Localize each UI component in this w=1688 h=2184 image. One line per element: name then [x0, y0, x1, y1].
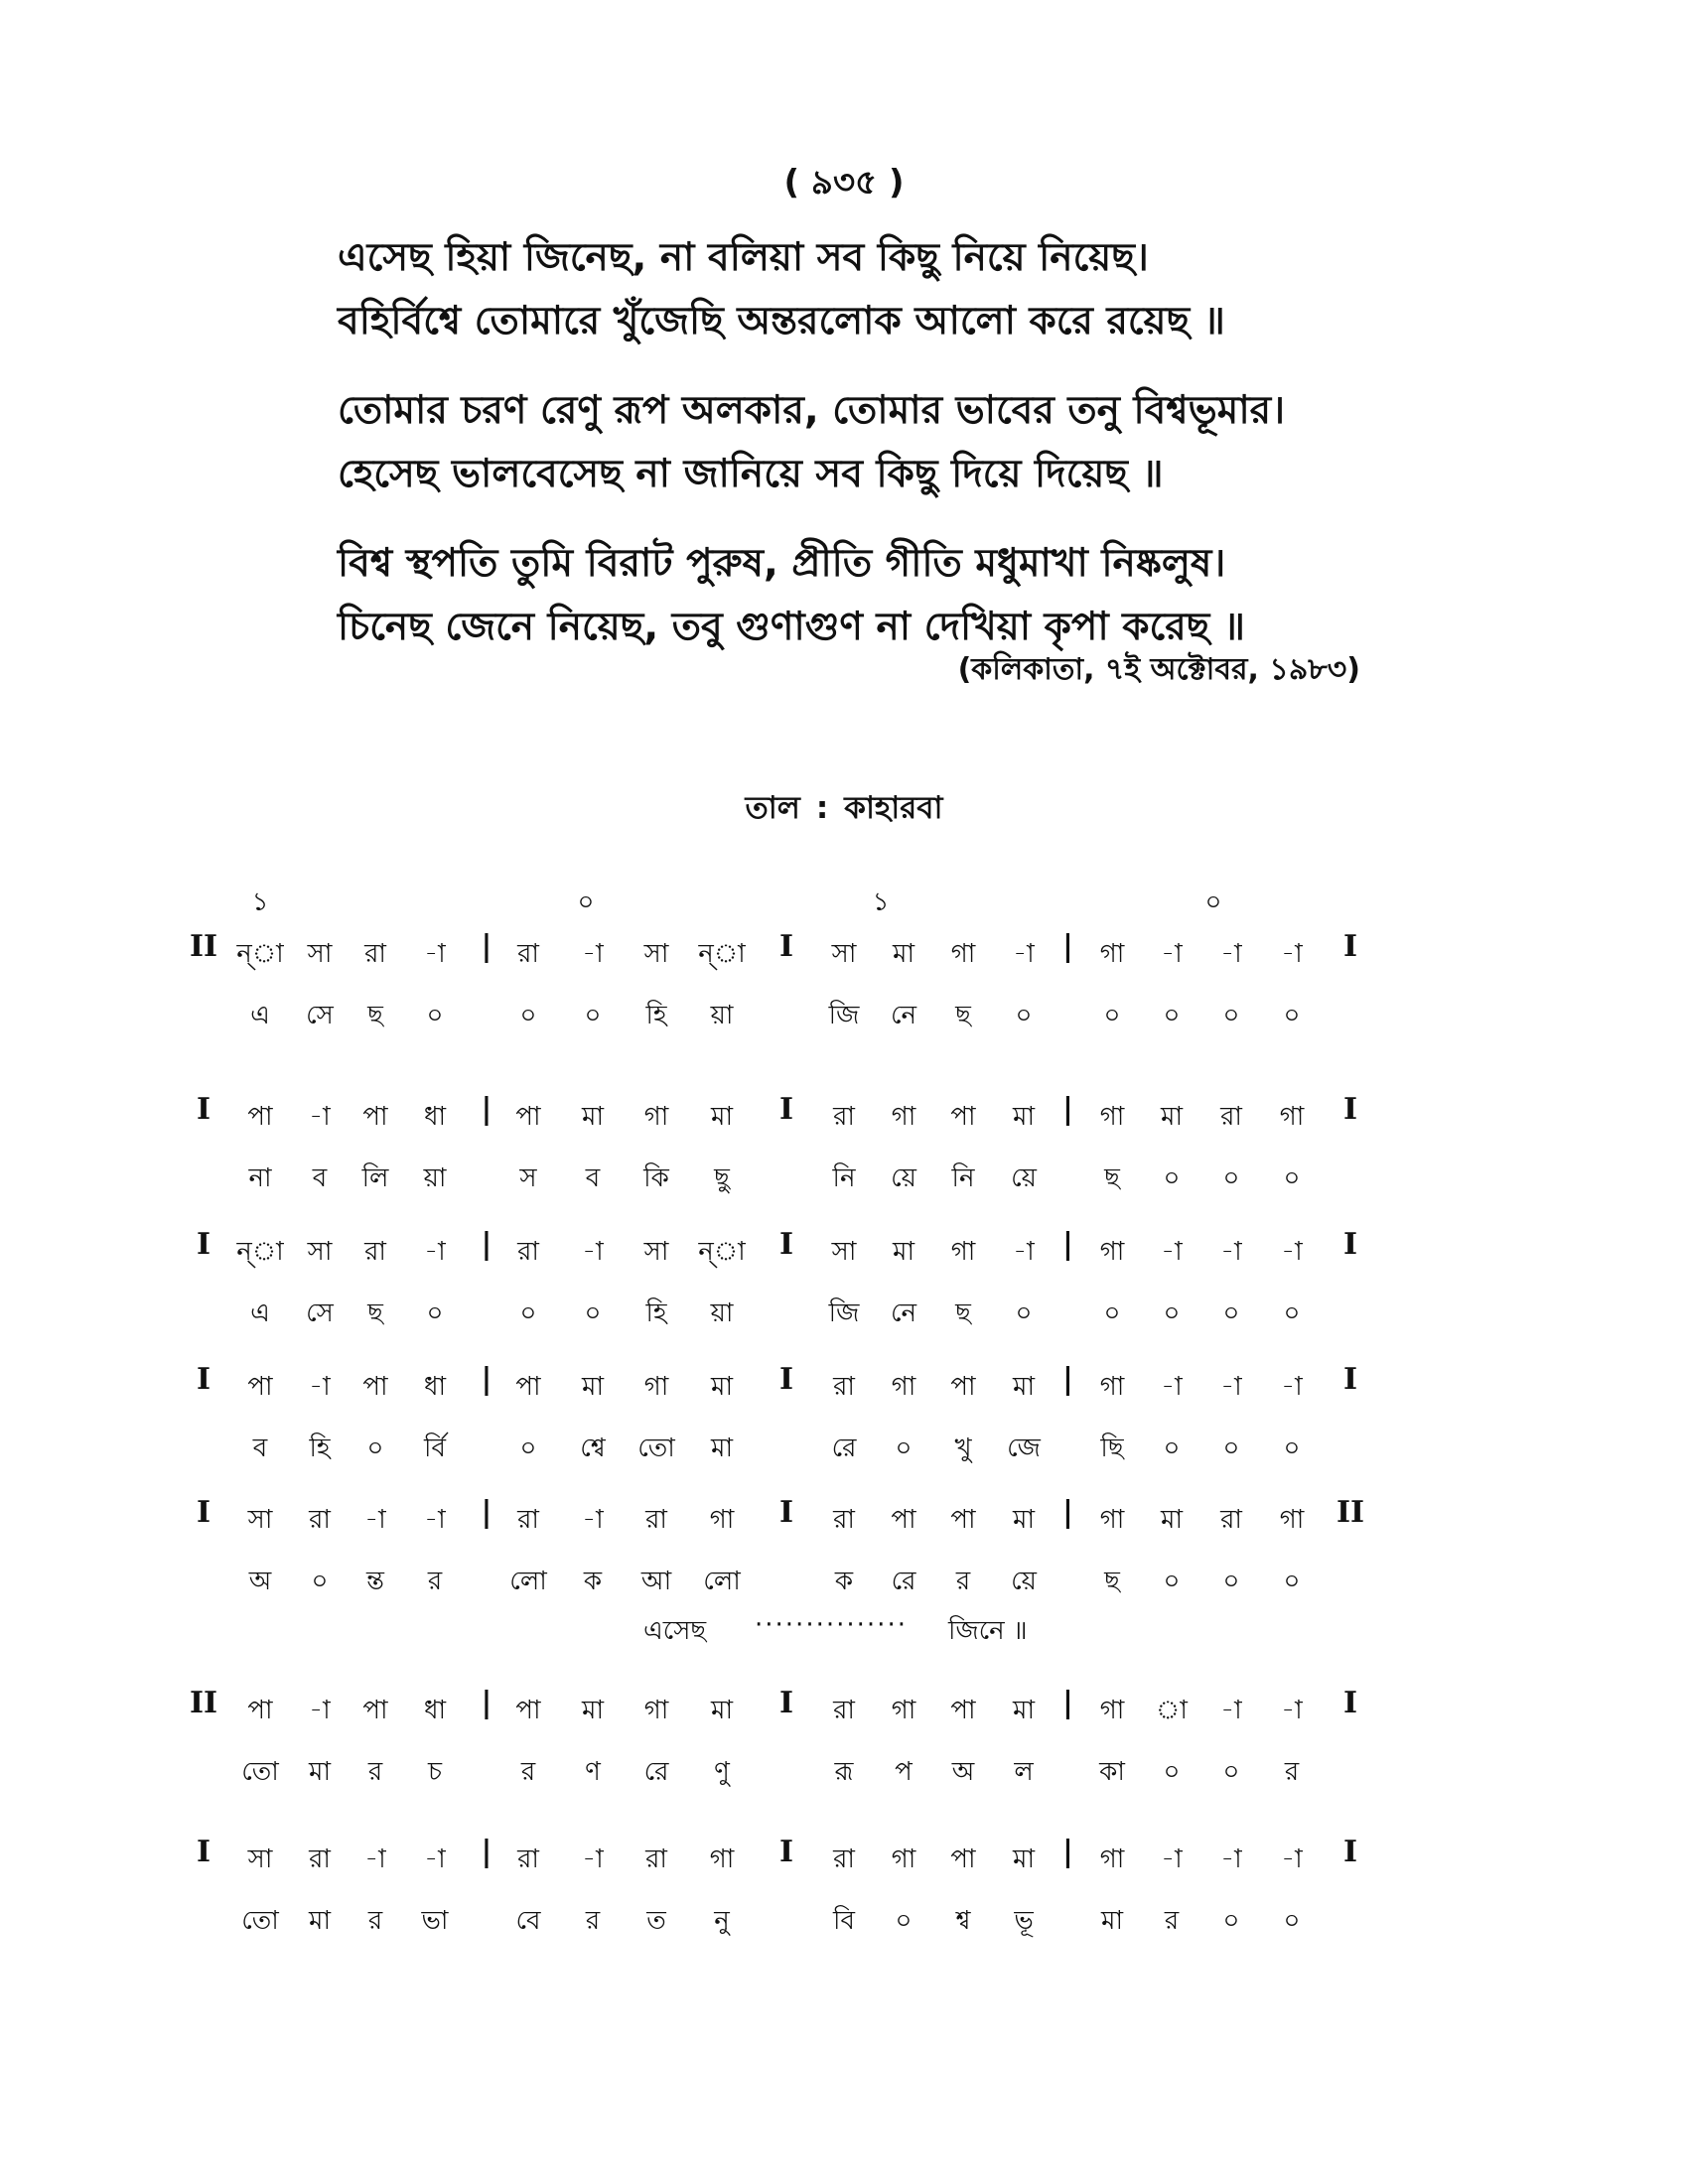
swara-note: ধা [423, 1372, 447, 1402]
swara-note: গা [1099, 1696, 1125, 1725]
lyric-syllable: তো [637, 1433, 675, 1463]
swara-note: -া [1161, 1372, 1183, 1402]
swara-note: সা [247, 1844, 273, 1874]
swara-note: মা [1161, 1505, 1183, 1535]
lyric-syllable: ০ [1163, 1001, 1181, 1030]
swara-note: রা [364, 1237, 386, 1267]
swara-note: পা [247, 1696, 273, 1725]
lyric-syllable: স [519, 1163, 537, 1193]
lyric-syllable: ০ [1222, 1298, 1240, 1328]
swara-note: -া [1220, 939, 1242, 969]
lyric-syllable: ০ [426, 1001, 444, 1030]
lyric-syllable: মা [309, 1906, 331, 1936]
swara-note: গা [950, 939, 976, 969]
swara-note: মা [582, 1102, 604, 1132]
bar-line: | [1062, 1686, 1073, 1720]
lyric-syllable: মা [309, 1757, 331, 1787]
bar-line: I [196, 1835, 211, 1869]
lyric-syllable: বি [833, 1906, 855, 1936]
lyric-syllable: ব [312, 1163, 328, 1193]
lyric-syllable: ত [646, 1906, 666, 1936]
swara-note: -া [582, 1844, 604, 1874]
swara-note: -া [1220, 1696, 1242, 1725]
lyric-syllable: ০ [519, 1298, 537, 1328]
tala-name: কাহারবা [844, 790, 943, 826]
poem-line: তোমার চরণ রেণু রূপ অলকার, তোমার ভাবের তনু বিশ্বভূমার। [338, 388, 1286, 433]
lyric-syllable: ণ [585, 1757, 601, 1787]
lyric-syllable: রূ [834, 1757, 854, 1787]
swara-note: রা [517, 939, 539, 969]
bar-line: | [1062, 1495, 1073, 1530]
poem-line: চিনেছ জেনে নিয়েছ, তবু গুণাগুণ না দেখিয়া কৃপা করেছ ॥ [338, 605, 1245, 649]
swara-note: ধা [423, 1102, 447, 1132]
lyric-syllable: য়ে [1011, 1163, 1037, 1193]
lyric-syllable: ণু [714, 1757, 730, 1787]
swara-note: রা [833, 1505, 855, 1535]
lyric-syllable: ব [585, 1163, 601, 1193]
bar-line: | [481, 1227, 492, 1262]
bar-line: I [1342, 1092, 1358, 1127]
bar-line: I [778, 1835, 794, 1869]
swara-note: মা [711, 1372, 733, 1402]
beat-mark: ০ [1204, 887, 1222, 917]
swara-note: গা [709, 1844, 735, 1874]
lyric-syllable: য়ে [891, 1163, 916, 1193]
swara-note: রা [1220, 1505, 1242, 1535]
lyric-syllable: ০ [1163, 1298, 1181, 1328]
lyric-syllable: শ্ব [955, 1906, 971, 1936]
swara-note: -া [424, 1844, 446, 1874]
lyric-syllable: ০ [895, 1906, 913, 1936]
swara-note: রা [309, 1505, 331, 1535]
bar-line: I [196, 1362, 211, 1397]
lyric-syllable: ০ [519, 1001, 537, 1030]
lyric-syllable: চ [427, 1757, 443, 1787]
lyric-syllable: না [248, 1163, 272, 1193]
swara-note: গা [891, 1372, 916, 1402]
swara-note: -া [1281, 939, 1303, 969]
lyric-syllable: তো [241, 1906, 279, 1936]
lyric-syllable: ০ [1103, 1001, 1121, 1030]
beat-mark: ০ [577, 887, 595, 917]
swara-note: মা [582, 1696, 604, 1725]
swara-note: মা [1013, 1102, 1035, 1132]
lyric-syllable: ছ [367, 1001, 383, 1030]
bar-line: I [196, 1227, 211, 1262]
swara-note: পা [515, 1696, 541, 1725]
lyric-syllable: ০ [584, 1001, 602, 1030]
lyric-syllable: য়া [710, 1001, 734, 1030]
swara-note: মা [893, 1237, 914, 1267]
lyric-syllable: ০ [895, 1433, 913, 1463]
bar-line: I [778, 1227, 794, 1262]
swara-note: মা [1013, 1696, 1035, 1725]
lyric-syllable: ন্ত [366, 1567, 384, 1596]
swara-note: -া [1161, 1844, 1183, 1874]
swara-note: গা [1099, 1844, 1125, 1874]
bar-line: | [1062, 1092, 1073, 1127]
swara-note: পা [362, 1696, 388, 1725]
swara-note: গা [1279, 1102, 1305, 1132]
swara-note: সা [307, 1237, 333, 1267]
lyric-syllable: ছ [367, 1298, 383, 1328]
swara-note: পা [950, 1372, 976, 1402]
swara-note: -া [1281, 1844, 1303, 1874]
tala-label: তাল [745, 790, 800, 826]
swara-note: -া [582, 1237, 604, 1267]
lyric-syllable: ০ [1163, 1567, 1181, 1596]
bar-line: II [189, 1686, 218, 1720]
swara-note: পা [515, 1372, 541, 1402]
swara-note: -া [1161, 939, 1183, 969]
lyric-syllable: ল [1014, 1757, 1034, 1787]
swara-note: গা [1279, 1505, 1305, 1535]
swara-note: -া [424, 1505, 446, 1535]
lyric-syllable: র [955, 1567, 971, 1596]
swara-note: গা [643, 1102, 669, 1132]
lyric-syllable: ০ [366, 1433, 384, 1463]
swara-note: -া [1281, 1696, 1303, 1725]
lyric-syllable: য়া [710, 1298, 734, 1328]
bar-line: | [481, 929, 492, 964]
swara-note: পা [515, 1102, 541, 1132]
lyric-syllable: র [1164, 1906, 1180, 1936]
swara-note: মা [1013, 1505, 1035, 1535]
swara-note: -া [1281, 1372, 1303, 1402]
lyric-syllable: ০ [1283, 1163, 1301, 1193]
lyric-syllable: জি [828, 1298, 860, 1328]
swara-note: রা [833, 1372, 855, 1402]
lyric-syllable: অ [248, 1567, 272, 1596]
bar-line: I [1342, 1227, 1358, 1262]
lyric-syllable: ক [583, 1567, 603, 1596]
bar-line: | [481, 1686, 492, 1720]
lyric-syllable: ০ [311, 1567, 329, 1596]
beat-mark: ১ [872, 887, 890, 917]
swara-note: পা [362, 1372, 388, 1402]
bar-line: | [1062, 1835, 1073, 1869]
lyric-syllable: রে [643, 1757, 669, 1787]
lyric-syllable: রে [831, 1433, 857, 1463]
lyric-syllable: কা [1099, 1757, 1125, 1787]
swara-note: পা [950, 1505, 976, 1535]
swara-note: -া [1161, 1237, 1183, 1267]
lyric-syllable: ভূ [1014, 1906, 1034, 1936]
swara-note: রা [1220, 1102, 1242, 1132]
bar-line: II [189, 929, 218, 964]
swara-note: ধা [423, 1696, 447, 1725]
bar-line: | [1062, 929, 1073, 964]
swara-note: গা [891, 1102, 916, 1132]
lyric-syllable: ছ [955, 1298, 971, 1328]
swara-note: -া [1220, 1237, 1242, 1267]
swara-note: ন্‌া [236, 1237, 284, 1267]
swara-note: -া [309, 1102, 331, 1132]
lyric-syllable: ছ [1104, 1163, 1120, 1193]
swara-note: গা [1099, 1102, 1125, 1132]
swara-note: মা [1013, 1372, 1035, 1402]
lyric-syllable: ০ [1283, 1298, 1301, 1328]
lyric-syllable: খু [954, 1433, 972, 1463]
swara-note: রা [833, 1844, 855, 1874]
swara-note: পা [247, 1372, 273, 1402]
swara-note: -া [1220, 1372, 1242, 1402]
swara-note: রা [645, 1505, 667, 1535]
lyric-syllable: ছি [1100, 1433, 1124, 1463]
lyric-syllable: ০ [1283, 1433, 1301, 1463]
swara-note: রা [833, 1102, 855, 1132]
lyric-syllable: সে [306, 1298, 334, 1328]
refrain-dots: ··············· [755, 1610, 908, 1640]
lyric-syllable: ০ [1222, 1906, 1240, 1936]
lyric-syllable: ০ [1163, 1757, 1181, 1787]
lyric-syllable: ০ [519, 1433, 537, 1463]
lyric-syllable: লো [703, 1567, 741, 1596]
swara-note: -া [424, 939, 446, 969]
swara-note: সা [831, 1237, 857, 1267]
swara-note: রা [364, 939, 386, 969]
swara-note: সা [831, 939, 857, 969]
lyric-syllable: হি [645, 1298, 667, 1328]
lyric-syllable: য়ে [1011, 1567, 1037, 1596]
swara-note: গা [1099, 1505, 1125, 1535]
swara-note: সা [247, 1505, 273, 1535]
bar-line: I [778, 1092, 794, 1127]
lyric-syllable: নে [890, 1298, 917, 1328]
bar-line: I [196, 1092, 211, 1127]
swara-note: রা [517, 1844, 539, 1874]
swara-note: গা [709, 1505, 735, 1535]
lyric-syllable: ০ [1222, 1163, 1240, 1193]
bar-line: | [1062, 1227, 1073, 1262]
swara-note: পা [950, 1696, 976, 1725]
lyric-syllable: রে [891, 1567, 916, 1596]
swara-note: রা [645, 1844, 667, 1874]
swara-note: -া [1013, 1237, 1035, 1267]
beat-mark: ১ [251, 887, 269, 917]
swara-note: গা [1099, 1372, 1125, 1402]
swara-note: -া [582, 939, 604, 969]
lyric-syllable: ০ [584, 1298, 602, 1328]
lyric-syllable: ছ [1104, 1567, 1120, 1596]
swara-note: ন্‌া [236, 939, 284, 969]
lyric-syllable: কি [643, 1163, 669, 1193]
swara-note: মা [711, 1696, 733, 1725]
bar-line: | [1062, 1362, 1073, 1397]
swara-note: রা [517, 1237, 539, 1267]
lyric-syllable: এ [250, 1001, 270, 1030]
lyric-syllable: ০ [1222, 1001, 1240, 1030]
swara-note: গা [643, 1372, 669, 1402]
bar-line: I [1342, 1362, 1358, 1397]
poem-line: বিশ্ব স্থপতি তুমি বিরাট পুরুষ, প্রীতি গীতি মধুমাখা নিষ্কলুষ। [338, 541, 1226, 586]
poem-line: এসেছ হিয়া জিনেছ, না বলিয়া সব কিছু নিয়ে নিয়েছ। [338, 235, 1149, 280]
swara-note: গা [1099, 939, 1125, 969]
swara-note: সা [307, 939, 333, 969]
swara-note: -া [424, 1237, 446, 1267]
swara-note: মা [893, 939, 914, 969]
lyric-syllable: তো [241, 1757, 279, 1787]
lyric-syllable: হি [645, 1001, 667, 1030]
lyric-syllable: র [1284, 1757, 1300, 1787]
swara-note: ন্‌া [698, 1237, 746, 1267]
lyric-syllable: র [367, 1906, 383, 1936]
lyric-syllable: ব [252, 1433, 268, 1463]
lyric-syllable: ০ [1222, 1757, 1240, 1787]
swara-note: পা [950, 1844, 976, 1874]
lyric-syllable: ০ [1283, 1001, 1301, 1030]
bar-line: II [1336, 1495, 1365, 1530]
lyric-syllable: ভা [421, 1906, 449, 1936]
bar-line: I [196, 1495, 211, 1530]
lyric-syllable: ছু [714, 1163, 730, 1193]
lyric-syllable: নু [714, 1906, 730, 1936]
lyric-syllable: র [367, 1757, 383, 1787]
lyric-syllable: জি [828, 1001, 860, 1030]
bar-line: | [481, 1362, 492, 1397]
lyric-syllable: র [427, 1567, 443, 1596]
swara-note: সা [643, 1237, 669, 1267]
swara-note: গা [1099, 1237, 1125, 1267]
swara-note: মা [1161, 1102, 1183, 1132]
lyric-syllable: নি [951, 1163, 975, 1193]
poem-line: বহির্বিশ্বে তোমারে খুঁজেছি অন্তরলোক আলো করে রয়েছ ॥ [338, 299, 1225, 343]
swara-note: -া [364, 1505, 386, 1535]
lyric-syllable: প [895, 1757, 913, 1787]
swara-note: া [1156, 1696, 1188, 1725]
lyric-syllable: সে [306, 1001, 334, 1030]
swara-note: মা [711, 1102, 733, 1132]
bar-line: I [1342, 1835, 1358, 1869]
swara-note: ন্‌া [698, 939, 746, 969]
lyric-syllable: ০ [1103, 1298, 1121, 1328]
bar-line: | [481, 1835, 492, 1869]
lyric-syllable: হি [309, 1433, 331, 1463]
lyric-syllable: ০ [1283, 1567, 1301, 1596]
lyric-syllable: ০ [1015, 1001, 1033, 1030]
lyric-syllable: ক [834, 1567, 854, 1596]
swara-note: মা [582, 1372, 604, 1402]
lyric-syllable: এ [250, 1298, 270, 1328]
swara-note: পা [891, 1505, 916, 1535]
lyric-syllable: ০ [1163, 1163, 1181, 1193]
bar-line: I [1342, 1686, 1358, 1720]
lyric-syllable: র [520, 1757, 536, 1787]
swara-note: রা [309, 1844, 331, 1874]
swara-note: গা [643, 1696, 669, 1725]
lyric-syllable: ০ [1163, 1433, 1181, 1463]
page-number: ( ৯৩৫ ) [783, 163, 905, 203]
swara-note: রা [517, 1505, 539, 1535]
tala-separator: : [815, 790, 829, 826]
refrain-end: জিনে ॥ [948, 1616, 1028, 1646]
lyric-syllable: ০ [1222, 1567, 1240, 1596]
swara-note: -া [364, 1844, 386, 1874]
lyric-syllable: মা [1101, 1906, 1123, 1936]
bar-line: I [778, 1362, 794, 1397]
swara-note: -া [309, 1372, 331, 1402]
swara-note: পা [247, 1102, 273, 1132]
lyric-syllable: র [585, 1906, 601, 1936]
refrain-start: এসেছ [643, 1616, 707, 1646]
lyric-syllable: ০ [1222, 1433, 1240, 1463]
lyric-syllable: ০ [1283, 1906, 1301, 1936]
lyric-syllable: ০ [426, 1298, 444, 1328]
swara-note: পা [362, 1102, 388, 1132]
bar-line: I [778, 1686, 794, 1720]
swara-note: মা [1013, 1844, 1035, 1874]
lyric-syllable: জে [1007, 1433, 1041, 1463]
lyric-syllable: ০ [1015, 1298, 1033, 1328]
lyric-syllable: নি [832, 1163, 856, 1193]
swara-note: -া [1281, 1237, 1303, 1267]
swara-note: গা [891, 1844, 916, 1874]
lyric-syllable: য়া [423, 1163, 447, 1193]
swara-note: গা [950, 1237, 976, 1267]
bar-line: | [481, 1092, 492, 1127]
lyric-syllable: র্বি [424, 1433, 446, 1463]
lyric-syllable: আ [640, 1567, 672, 1596]
lyric-syllable: অ [951, 1757, 975, 1787]
swara-note: গা [891, 1696, 916, 1725]
swara-note: রা [833, 1696, 855, 1725]
swara-note: -া [582, 1505, 604, 1535]
lyric-syllable: নে [890, 1001, 917, 1030]
date-line: (কলিকাতা, ৭ই অক্টোবর, ১৯৮৩) [957, 652, 1360, 687]
bar-line: | [481, 1495, 492, 1530]
swara-note: -া [309, 1696, 331, 1725]
bar-line: I [778, 1495, 794, 1530]
lyric-syllable: বে [515, 1906, 541, 1936]
lyric-syllable: মা [711, 1433, 733, 1463]
swara-note: পা [950, 1102, 976, 1132]
swara-note: -া [1220, 1844, 1242, 1874]
lyric-syllable: লি [361, 1163, 389, 1193]
poem-line: হেসেছ ভালবেসেছ না জানিয়ে সব কিছু দিয়ে দিয়েছ ॥ [338, 452, 1164, 496]
lyric-syllable: ছ [955, 1001, 971, 1030]
bar-line: I [778, 929, 794, 964]
swara-note: সা [643, 939, 669, 969]
lyric-syllable: লো [509, 1567, 547, 1596]
bar-line: I [1342, 929, 1358, 964]
lyric-syllable: শ্বে [580, 1433, 606, 1463]
swara-note: -া [1013, 939, 1035, 969]
